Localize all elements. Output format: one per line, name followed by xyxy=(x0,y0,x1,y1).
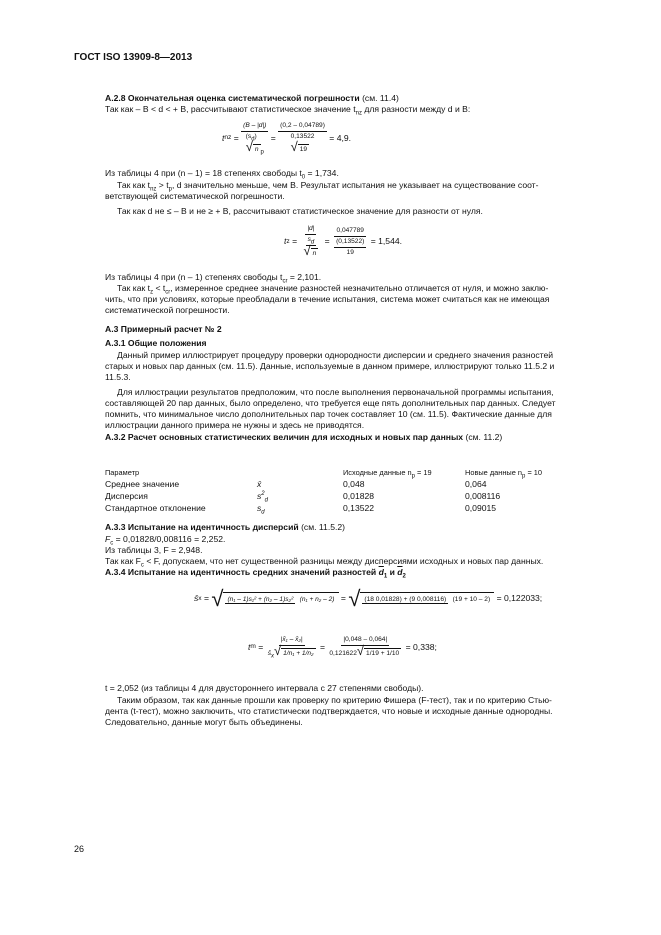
a33-heading: A.3.3 Испытание на идентичность дисперсий xyxy=(105,522,299,532)
a28-line7-mid: < t xyxy=(155,283,166,293)
row-sd-sym-s: s xyxy=(257,503,262,513)
eq3-num: (n₁ – 1)s₁² + (n₂ – 1)s₂² xyxy=(227,596,294,603)
a32-heading-line xyxy=(105,432,587,443)
a28-line8: чить, что при условиях, которые преобладали в течение испытания, система может считаться как не имеющая xyxy=(105,294,550,304)
eq2-num2: 0,047789 xyxy=(334,226,366,237)
a34-end-l3: дента (t-тест), можно заключить, что статистически подтверждается, что новые и исходные данные однородны. xyxy=(105,706,553,716)
eq1-fraction-symbolic xyxy=(241,121,268,155)
a33-ref: (см. 11.5.2) xyxy=(301,522,346,532)
eq1-num: (B – |d|) xyxy=(241,121,268,132)
a28-line9: систематической погрешности. xyxy=(105,305,230,315)
a33-heading-line xyxy=(105,522,587,533)
eq1-den-s: (s xyxy=(245,133,252,140)
a28-line2-text: Из таблицы 4 при (n – 1) = 18 степенях свободы t xyxy=(105,168,302,178)
eq2-fraction-symbolic xyxy=(299,224,322,259)
eq4-den2-b: 1/10 xyxy=(386,650,400,657)
a33-l2: Из таблицы 3, F = 2,948. xyxy=(105,545,203,555)
a33-l1 xyxy=(105,534,587,545)
eq4-result: = 0,338; xyxy=(405,641,437,652)
eq4-lhs: t xyxy=(248,641,251,652)
a34-d2: $\overline{d}$ xyxy=(397,567,403,577)
eq4-den-s-sub: x xyxy=(270,653,274,660)
eq1-den-root: n xyxy=(254,146,259,153)
a33-l1-f: F xyxy=(105,534,111,544)
eq3-lhs: s̄ xyxy=(194,593,199,603)
hdr-new-sub: р xyxy=(522,473,526,480)
equation-pooled-sd: s̄ x = √ (n₁ – 1)s₁² + (n₂ – 1)s₂² (n₁ + n₂ – 2) = √ (18 0,01828) + (9 0,008116) (19 + 10 – 2) = 0,122033; xyxy=(194,586,543,611)
row-var-sym-sup: 2 xyxy=(261,491,265,498)
table-row xyxy=(105,502,585,514)
a28-line1-end: для разности между d и B: xyxy=(364,104,471,114)
a28-line1-text: Так как – B < d < + B, рассчитывают статистическое значение t xyxy=(105,104,356,114)
eq2-den2-val: (0,13522) xyxy=(334,237,366,248)
eq1-result: = 4,9. xyxy=(329,132,352,143)
eq3-fraction-numeric xyxy=(360,592,494,605)
equation-t-m: t m = $\frac{\text{|x̄₁ – x̄₂|}}{s̄_x√ 1/n_1 + 1/n_2}$ = $\frac{|0,048 - 0,064|}{0,121622√ 1/19 + 1/10}$ = 0,338; xyxy=(248,636,437,660)
statistics-table xyxy=(105,466,585,514)
table-header-param: Параметр xyxy=(105,468,140,477)
eq4-den2: 0,121622√ 1/19 + 1/10 xyxy=(329,643,400,658)
a28-line7-text: Так как t xyxy=(117,283,151,293)
eq3-fraction-symbolic xyxy=(223,592,338,605)
table-row xyxy=(105,478,585,490)
eq1-den-root-sub: p xyxy=(260,149,264,156)
eq2-num: |d| xyxy=(305,224,316,235)
row-sd-new: 0,09015 xyxy=(465,503,497,513)
eq4-den2-s: 0,121622 xyxy=(329,650,357,657)
a28-line6-end: = 2,101. xyxy=(289,272,322,282)
a28-line6-sub: cr xyxy=(282,278,288,285)
a28-line1 xyxy=(105,104,587,115)
a28-line7-mid-sub: cr xyxy=(165,289,171,296)
row-var-sym-s: s xyxy=(257,491,262,501)
a34-d2-sub: 2 xyxy=(402,573,406,580)
row-sd-name: Стандартное отклонение xyxy=(105,503,206,513)
a31-p2-l4: иллюстрации данного примера не нужны и здесь не приводятся. xyxy=(105,420,365,430)
eq4-den-b: 1/n₂ xyxy=(301,650,314,657)
a32-ref: (см. 11.2) xyxy=(465,432,503,442)
eq1-fraction-numeric xyxy=(278,121,327,155)
row-sd-orig: 0,13522 xyxy=(343,503,375,513)
eq2-fraction-numeric xyxy=(332,226,368,258)
a34-heading-line xyxy=(105,567,587,578)
a31-p1-l1: Данный пример иллюстрирует процедуру проверки однородности дисперсии и среднего значения разностей xyxy=(117,350,554,360)
hdr-orig-text: Исходные данные n xyxy=(343,468,412,477)
a32-heading: A.3.2 Расчет основных статистических величин для исходных и новых пар данных xyxy=(105,432,464,442)
eq1-den: $(s_d)$ √ n $_p$ xyxy=(245,133,264,156)
eq4-den: $s̄_x√$ 1/n₁ + 1/n₂ xyxy=(267,643,314,660)
a33-l3-text: Так как F xyxy=(105,556,141,566)
row-var-new: 0,008116 xyxy=(465,491,501,501)
hdr-new-text: Новые данные n xyxy=(465,468,523,477)
table-header-row xyxy=(105,466,585,478)
eq2-den-s: s xyxy=(307,236,311,243)
row-var-symbol xyxy=(257,490,343,502)
a28-line7-end: , измеренное среднее значение разностей незначительно отличается от нуля, и можно заклю- xyxy=(170,283,549,293)
a33-l1-end: = 0,01828/0,008116 = 2,252. xyxy=(115,534,226,544)
row-mean-name: Среднее значение xyxy=(105,479,180,489)
a28-line3-sub: nz xyxy=(150,186,157,193)
a28-line5: Так как d не ≤ – B и не ≥ + B, рассчитывают статистическое значение для разности от нуля. xyxy=(117,206,483,216)
row-var-sym-sub: d xyxy=(264,497,268,504)
table-row xyxy=(105,490,585,502)
a34-heading: A.3.4 Испытание на идентичность средних значений разностей xyxy=(105,567,377,577)
eq1-lhs: t xyxy=(222,132,225,143)
a34-d1: $\overline{d}$ xyxy=(378,567,384,577)
eq4-fraction-numeric xyxy=(327,635,403,659)
eq1-num2: (0,2 – 0,04789) xyxy=(278,121,327,132)
eq2-den-root: n xyxy=(312,250,317,257)
row-sd-symbol xyxy=(257,502,343,514)
a28-line6-text: Из таблицы 4 при (n – 1) степенях свободы t xyxy=(105,272,283,282)
a28-line1-sub: nz xyxy=(355,110,362,117)
a34-and: и xyxy=(389,567,395,577)
eq4-num2: |0,048 – 0,064| xyxy=(341,635,389,646)
eq2-den2 xyxy=(332,237,368,258)
hdr-new-val: = 10 xyxy=(527,468,543,477)
page-number: 26 xyxy=(74,844,85,854)
eq4-den-s: s̄ xyxy=(267,650,271,657)
a33-l3-sub: c xyxy=(140,562,144,569)
row-sd-sym-sub: d xyxy=(261,509,265,516)
hdr-orig-sub: р xyxy=(411,473,415,480)
eq1-den2: 0,13522 √ 19 xyxy=(290,133,315,154)
a28-line2-sub: 0 xyxy=(301,174,306,181)
a28-heading: A.2.8 Окончательная оценка систематической погрешности xyxy=(105,93,360,103)
a28-heading-line xyxy=(105,93,587,104)
eq2-den: $\frac{s_d}{√ n}$ xyxy=(303,236,317,258)
a28-line6 xyxy=(105,272,587,283)
a28-line3-mid: > t xyxy=(158,180,169,190)
eq3-result: = 0,122033; xyxy=(496,593,543,603)
hdr-orig-val: = 19 xyxy=(417,468,432,477)
eq2-result: = 1,544. xyxy=(370,236,403,246)
a28-line3-text: Так как t xyxy=(117,180,151,190)
eq4-num: |x̄₁ – x̄₂| xyxy=(279,635,305,646)
eq2-lhs: t xyxy=(284,236,287,246)
a34-d1-sub: 1 xyxy=(383,573,388,580)
a31-p2-l3: помнить, что минимальное число дополнительных пар точек составляет 10 (см. 11.5). Фактические данные для xyxy=(105,409,552,419)
a28-ref: (см. 11.4) xyxy=(362,93,399,103)
document-header: ГОСТ ISO 13909-8—2013 xyxy=(74,52,193,63)
eq2-den-s-sub: d xyxy=(310,239,315,246)
eq2-den2-b: 19 xyxy=(346,248,354,256)
a31-heading: A.3.1 Общие положения xyxy=(105,338,207,348)
a28-line3 xyxy=(117,180,587,191)
a28-line3-mid-sub: p xyxy=(168,186,172,193)
a28-line7 xyxy=(117,283,587,294)
a33-l1-sub: c xyxy=(110,540,114,547)
row-mean-symbol: x̄ xyxy=(257,479,262,489)
a33-l3 xyxy=(105,556,587,567)
eq3-den2: (19 + 10 – 2) xyxy=(452,596,491,603)
eq1-den-sub: d xyxy=(251,136,255,143)
row-mean-new: 0,064 xyxy=(465,479,487,489)
table-header-original xyxy=(343,466,465,478)
a31-p2-l2: составляющей 20 пар данных, было определено, что требуется еще пять дополнительных пар данных. Следует xyxy=(105,398,556,408)
a3-heading: A.3 Примерный расчет № 2 xyxy=(105,324,222,334)
table-header-symbol xyxy=(257,466,343,478)
eq4-den2-a: 1/19 xyxy=(366,650,379,657)
eq1-den2-val: 0,13522 xyxy=(290,133,315,140)
row-var-name: Дисперсия xyxy=(105,491,148,501)
eq4-den-a: 1/n₁ xyxy=(283,650,295,657)
eq4-fraction-symbolic xyxy=(266,635,318,659)
a28-line3-end: , d значительно меньше, чем B. Результат испытания не указывает на существование соот- xyxy=(171,180,539,190)
a28-line2 xyxy=(105,168,587,179)
eq3-den: (n₁ + n₂ – 2) xyxy=(299,596,335,603)
equation-t-z: t z = $\frac{|d|}{\frac{s_d}{√ n}}$ = $\frac{0,047789}{\frac{(0,13522)}{19}}$ = 1,544. xyxy=(284,225,403,258)
a33-l3-end: < F, допускаем, что нет существенной разницы между дисперсиями исходных и новых пар данных. xyxy=(146,556,544,566)
row-var-orig: 0,01828 xyxy=(343,491,375,501)
a28-line7-sub: z xyxy=(150,289,154,296)
eq3-num2: (18 0,01828) + (9 0,008116) xyxy=(364,596,447,603)
a34-end-l1: t = 2,052 (из таблицы 4 для двустороннего интервала с 27 степенями свободы). xyxy=(105,683,424,693)
equation-t-nz: t nz = (B – |d|) $(s_d)$ √ n $_p$ = (0,2 – 0,04789) 0,13522 √ 19 = 4,9. xyxy=(222,122,352,156)
a28-line4: ветствующей систематической погрешности. xyxy=(105,191,285,201)
a31-p1-l2: старых и новых пар данных (см. 11.5). Данные, используемые в данном примере, иллюстрируют только 11.5.2 и xyxy=(105,361,555,371)
table-header-new xyxy=(465,466,585,478)
row-mean-orig: 0,048 xyxy=(343,479,365,489)
a34-end-l4: Следовательно, данные могут быть объединены. xyxy=(105,717,303,727)
a31-p2-l1: Для иллюстрации результатов предположим, что после выполнения первоначальной программы испытания, xyxy=(117,387,554,397)
a28-line2-end: = 1,734. xyxy=(307,168,339,178)
a31-p1-l3: 11.5.3. xyxy=(105,372,131,382)
eq1-den2-root: 19 xyxy=(299,146,308,153)
a34-end-l2: Таким образом, так как данные прошли как проверку по критерию Фишера (F-тест), так и по критерию Стью- xyxy=(117,695,552,705)
